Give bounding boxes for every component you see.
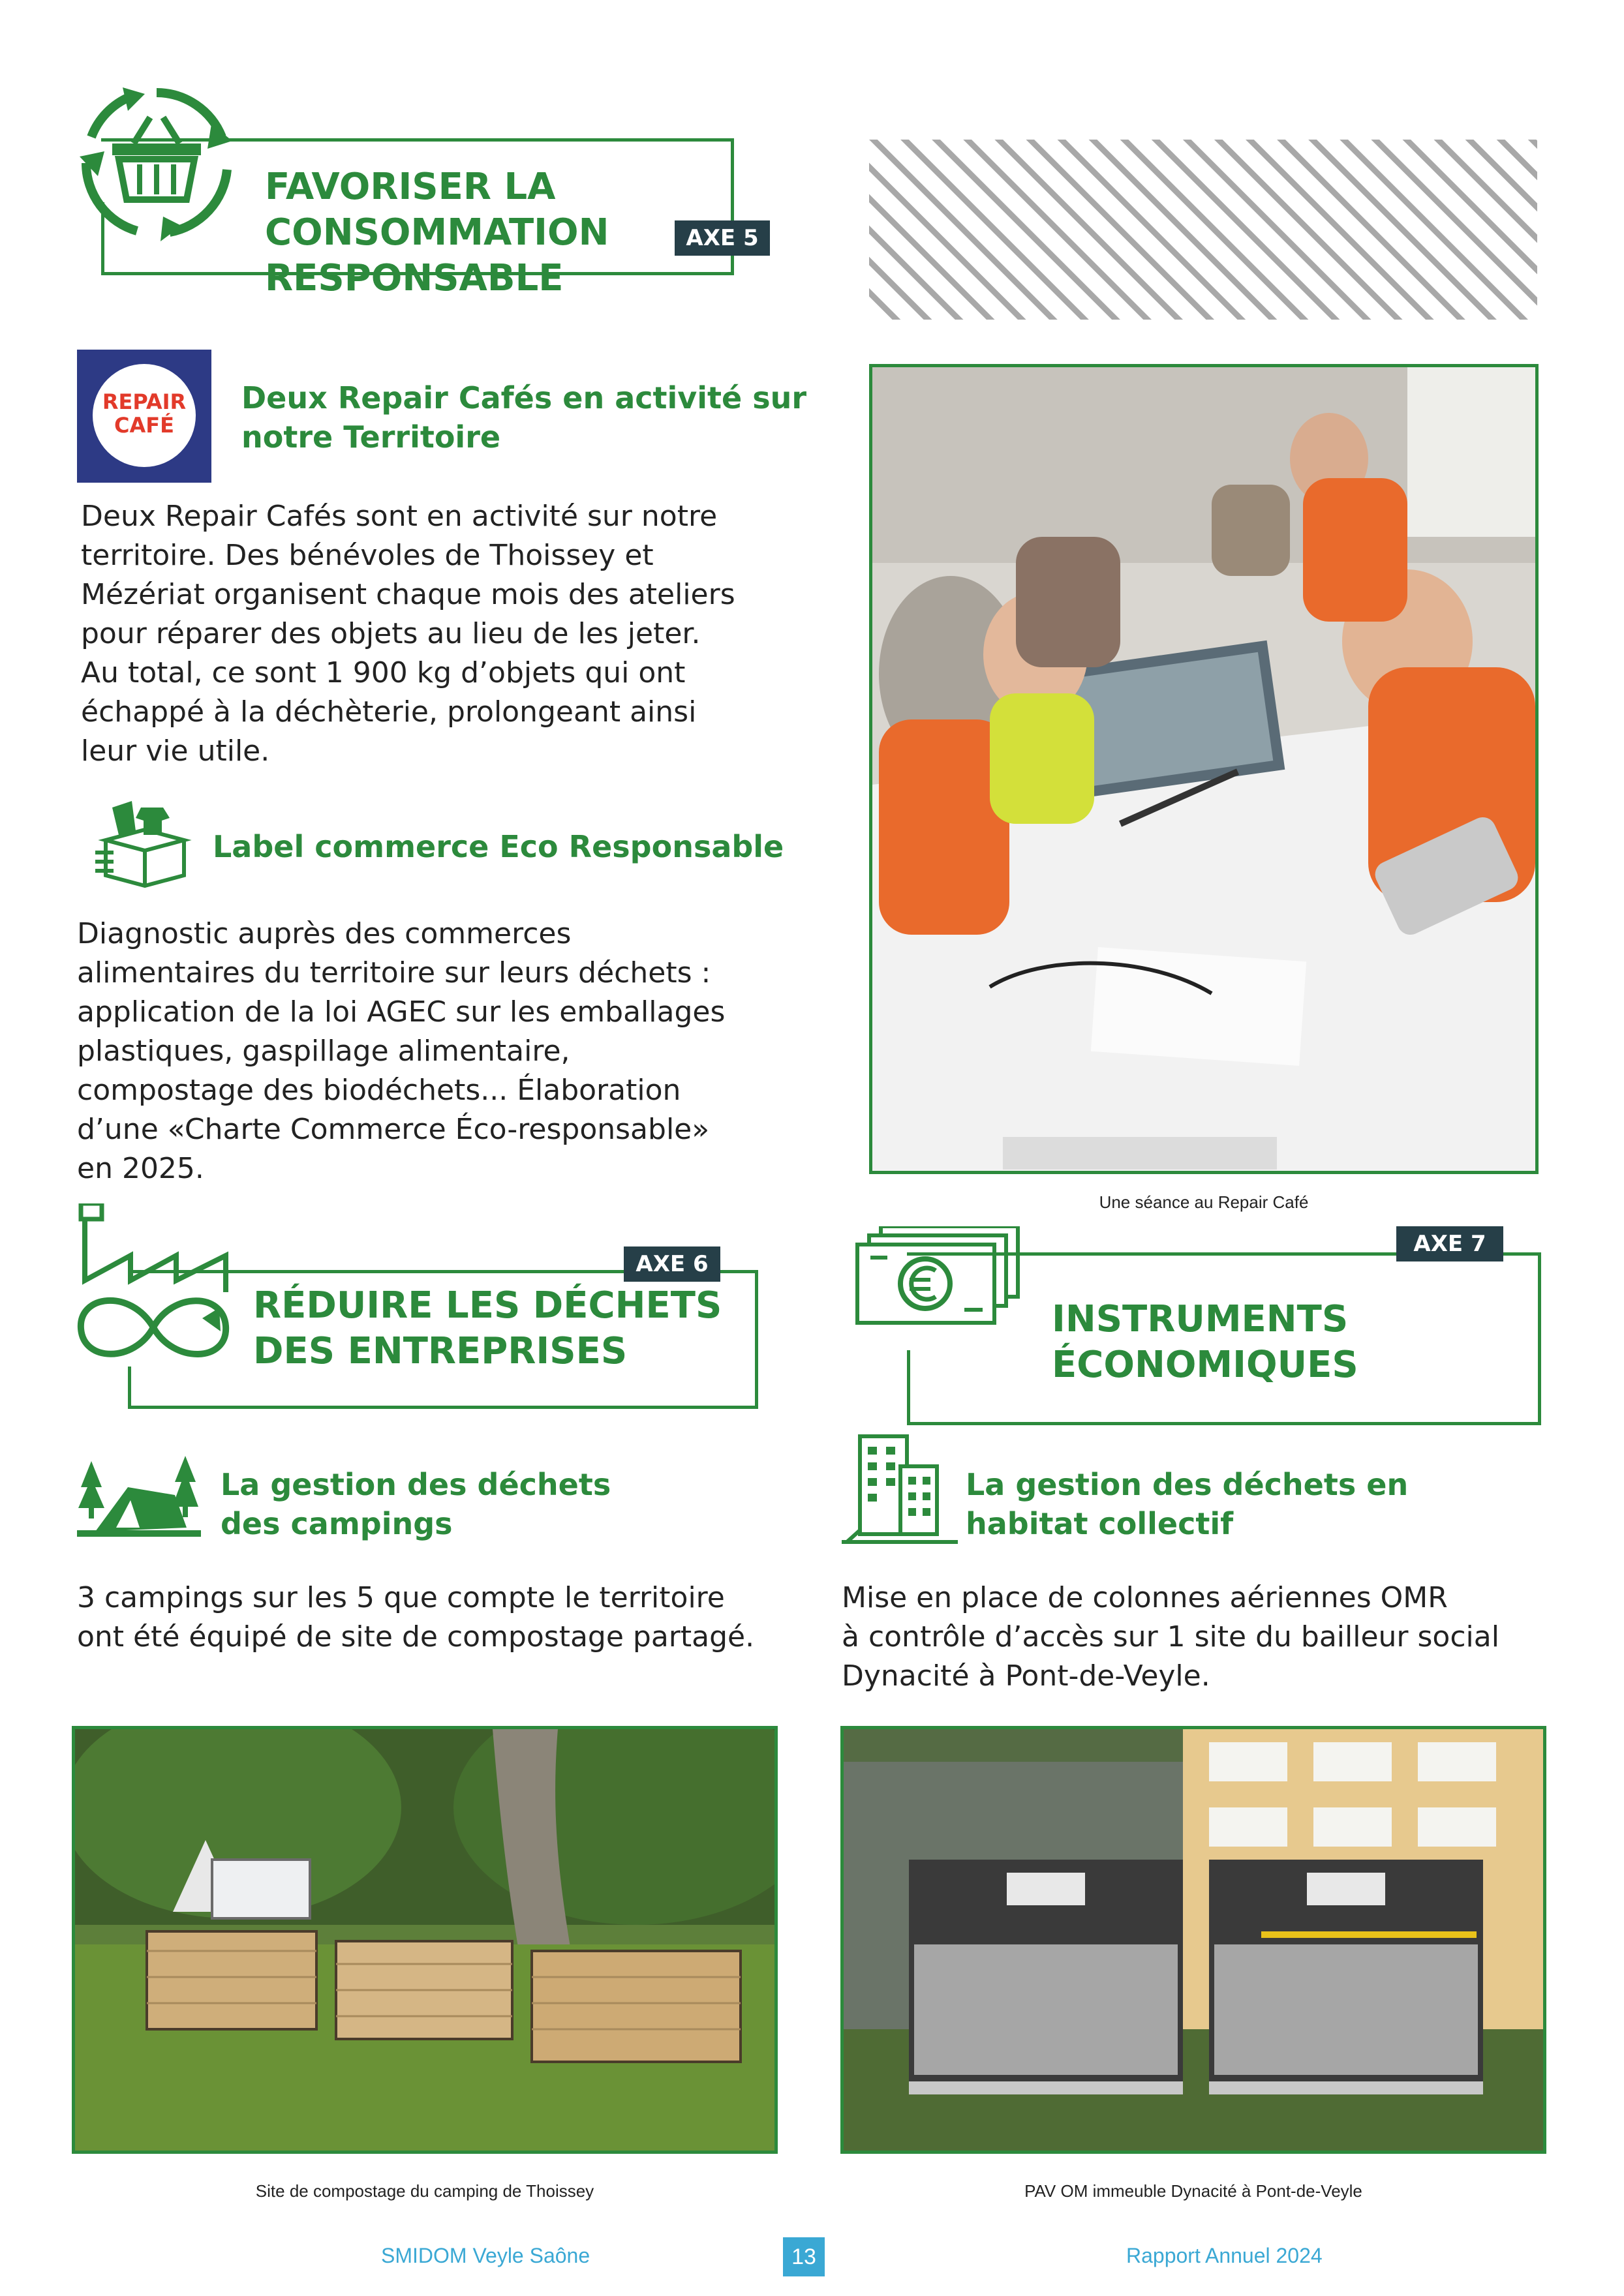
axe7-badge: AXE 7 bbox=[1396, 1226, 1503, 1261]
repair-cafe-body: Deux Repair Cafés sont en activité sur notre territoire. Des bénévoles de Thoissey et Mézériat organisent chaque mois des ateliers pour réparer des objets au lieu de les jeter. Au total, ce sont 1 900 kg d’objets qui ont échappé à la déchèterie, prolongeant ainsi leur vie utile. bbox=[81, 500, 735, 768]
axe6-badge: AXE 6 bbox=[624, 1246, 720, 1282]
pav-om-photo bbox=[840, 1726, 1546, 2154]
campings-body: 3 campings sur les 5 que compte le territoire ont été équipé de site de compostage partagé. bbox=[77, 1581, 755, 1654]
footer-organization: SMIDOM Veyle Saône bbox=[381, 2244, 590, 2267]
camping-tent-icon bbox=[77, 1455, 201, 1539]
axe6-section bbox=[72, 1203, 763, 1419]
habitat-body: Mise en place de colonnes aériennes OMR à contrôle d’accès sur 1 site du bailleur social Dynacité à Pont-de-Veyle. bbox=[842, 1581, 1499, 1693]
axe5-section bbox=[72, 72, 770, 320]
label-body: Diagnostic auprès des commerces alimentaires du territoire sur leurs déchets : application de la loi AGEC sur les emballages plastiques, gaspillage alimentaire, compostage des biodéchets... Élaboration d’une «Charte Commerce Éco-responsable» en 2025. bbox=[77, 917, 726, 1185]
hatch-decoration bbox=[869, 140, 1537, 320]
axe5-title: FAVORISER LA CONSOMMATION RESPONSABLE bbox=[265, 166, 609, 299]
page-number: 13 bbox=[783, 2237, 825, 2276]
compost-caption: Site de compostage du camping de Thoissey bbox=[255, 2181, 594, 2201]
axe6-title: RÉDUIRE LES DÉCHETS DES ENTREPRISES bbox=[253, 1284, 722, 1372]
axe7-section bbox=[855, 1226, 1546, 1422]
footer-report: Rapport Annuel 2024 bbox=[1126, 2244, 1323, 2267]
repair-cafe-photo bbox=[869, 364, 1539, 1174]
repair-cafe-title: Deux Repair Cafés en activité sur notre Territoire bbox=[241, 380, 807, 455]
axe7-title: INSTRUMENTS ÉCONOMIQUES bbox=[1052, 1298, 1358, 1386]
repair-cafe-logo: REPAIR CAFÉ bbox=[77, 350, 211, 483]
label-title: Label commerce Eco Responsable bbox=[213, 829, 784, 864]
axe5-badge: AXE 5 bbox=[675, 220, 770, 256]
habitat-title: La gestion des déchets en habitat collectif bbox=[966, 1467, 1409, 1541]
campings-title: La gestion des déchets des campings bbox=[221, 1467, 611, 1541]
repair-cafe-caption: Une séance au Repair Café bbox=[1099, 1192, 1309, 1212]
buildings-icon bbox=[840, 1434, 964, 1546]
eco-box-icon bbox=[93, 794, 197, 892]
pav-om-caption: PAV OM immeuble Dynacité à Pont-de-Veyle bbox=[1024, 2181, 1362, 2201]
compost-photo bbox=[72, 1726, 778, 2154]
